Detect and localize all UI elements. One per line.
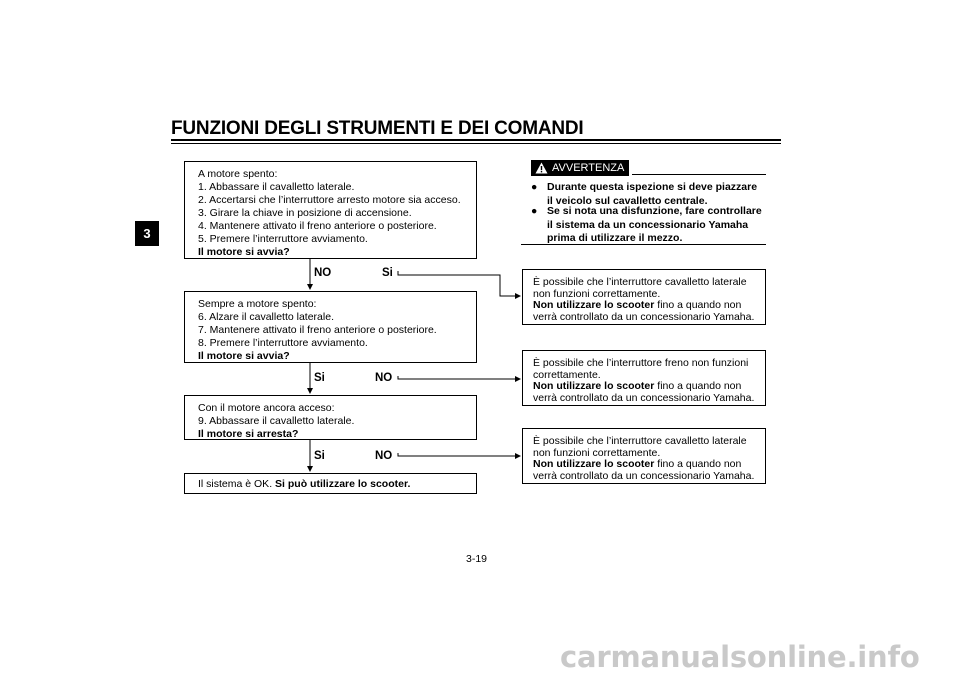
result-box-sidestand-2: [522, 428, 766, 484]
bullet-icon: ●: [531, 205, 538, 217]
flow-box-step3: [184, 395, 477, 440]
result-line: fino a quando non: [654, 380, 742, 392]
result-line: non funzioni correttamente.: [533, 287, 661, 300]
flow-box-result-ok: [184, 473, 477, 494]
flow-box-step2: [184, 291, 477, 363]
result-ok-bold: Si può utilizzare lo scooter.: [275, 478, 411, 490]
warning-rule: [632, 174, 766, 175]
result-line: È possibile che l’interruttore freno non funzioni: [533, 357, 749, 369]
result-warning-bold: Non utilizzare lo scooter: [533, 299, 655, 311]
result-line: correttamente.: [533, 368, 601, 381]
warning-item-line: il sistema da un concessionario Yamaha: [547, 218, 749, 231]
warning-triangle-icon: [535, 162, 548, 174]
step1-line: 5. Premere l’interruttore avviamento.: [198, 233, 368, 245]
flow-box-step1: [184, 161, 477, 259]
page-number: 3-19: [466, 553, 488, 565]
branch-label-no: NO: [375, 372, 393, 384]
step3-line: 9. Abbassare il cavalletto laterale.: [198, 415, 355, 427]
watermark: carmanualsonline.info: [560, 640, 920, 674]
step2-line: 6. Alzare il cavalletto laterale.: [198, 311, 334, 323]
step2-line: 8. Premere l’interruttore avviamento.: [198, 337, 368, 349]
warning-item-line: il veicolo sul cavalletto centrale.: [547, 194, 708, 207]
result-line: verrà controllato da un concessionario Yamaha.: [533, 469, 755, 482]
step1-line: 3. Girare la chiave in posizione di accensione.: [198, 207, 412, 219]
warning-item: [531, 205, 771, 246]
branch-label-no: NO: [375, 450, 393, 462]
bullet-icon: ●: [531, 181, 538, 193]
step1-line: 2. Accertarsi che l’interruttore arresto motore sia acceso.: [198, 194, 461, 206]
arrow-box2-to-result2: [398, 376, 520, 379]
step2-question: Il motore si avvia?: [198, 350, 290, 362]
step1-line: 1. Abbassare il cavalletto laterale.: [198, 181, 355, 193]
step1-line: A motore spento:: [198, 168, 278, 180]
result-line: non funzioni correttamente.: [533, 446, 661, 459]
warning-item-line: prima di utilizzare il mezzo.: [547, 232, 683, 244]
chapter-tab: 3: [135, 221, 159, 246]
branch-label-yes: Si: [314, 450, 325, 462]
step3-line: Con il motore ancora acceso:: [198, 402, 335, 414]
result-line: verrà controllato da un concessionario Yamaha.: [533, 310, 755, 323]
result-line: fino a quando non: [654, 458, 742, 470]
warning-item-line: Durante questa ispezione si deve piazzare: [547, 181, 758, 193]
result-line: fino a quando non: [654, 299, 742, 311]
step2-line: Sempre a motore spento:: [198, 298, 317, 310]
arrow-box3-to-result3: [398, 453, 520, 456]
result-ok-text: Il sistema è OK.: [198, 478, 273, 490]
page-title: FUNZIONI DEGLI STRUMENTI E DEI COMANDI: [171, 118, 584, 139]
branch-label-no: NO: [314, 267, 332, 279]
result-line: È possibile che l’interruttore cavalletto laterale: [533, 435, 747, 447]
result-line: verrà controllato da un concessionario Yamaha.: [533, 391, 755, 404]
result-box-brake: [522, 350, 766, 406]
result-warning-bold: Non utilizzare lo scooter: [533, 380, 655, 392]
branch-label-yes: Si: [314, 372, 325, 384]
step2-line: 7. Mantenere attivato il freno anteriore o posteriore.: [198, 324, 437, 336]
step1-question: Il motore si avvia?: [198, 246, 290, 258]
result-warning-bold: Non utilizzare lo scooter: [533, 458, 655, 470]
result-box-sidestand: [522, 269, 766, 325]
step1-line: 4. Mantenere attivato il freno anteriore o posteriore.: [198, 220, 437, 232]
result-line: È possibile che l’interruttore cavalletto laterale: [533, 276, 747, 288]
warning-rule-bottom: [521, 244, 766, 245]
warning-item-line: Se si nota una disfunzione, fare controllare: [547, 205, 762, 217]
warning-header: [531, 160, 629, 176]
step3-question: Il motore si arresta?: [198, 428, 299, 440]
branch-label-yes: Si: [382, 267, 393, 279]
warning-label: AVVERTENZA: [552, 162, 625, 174]
